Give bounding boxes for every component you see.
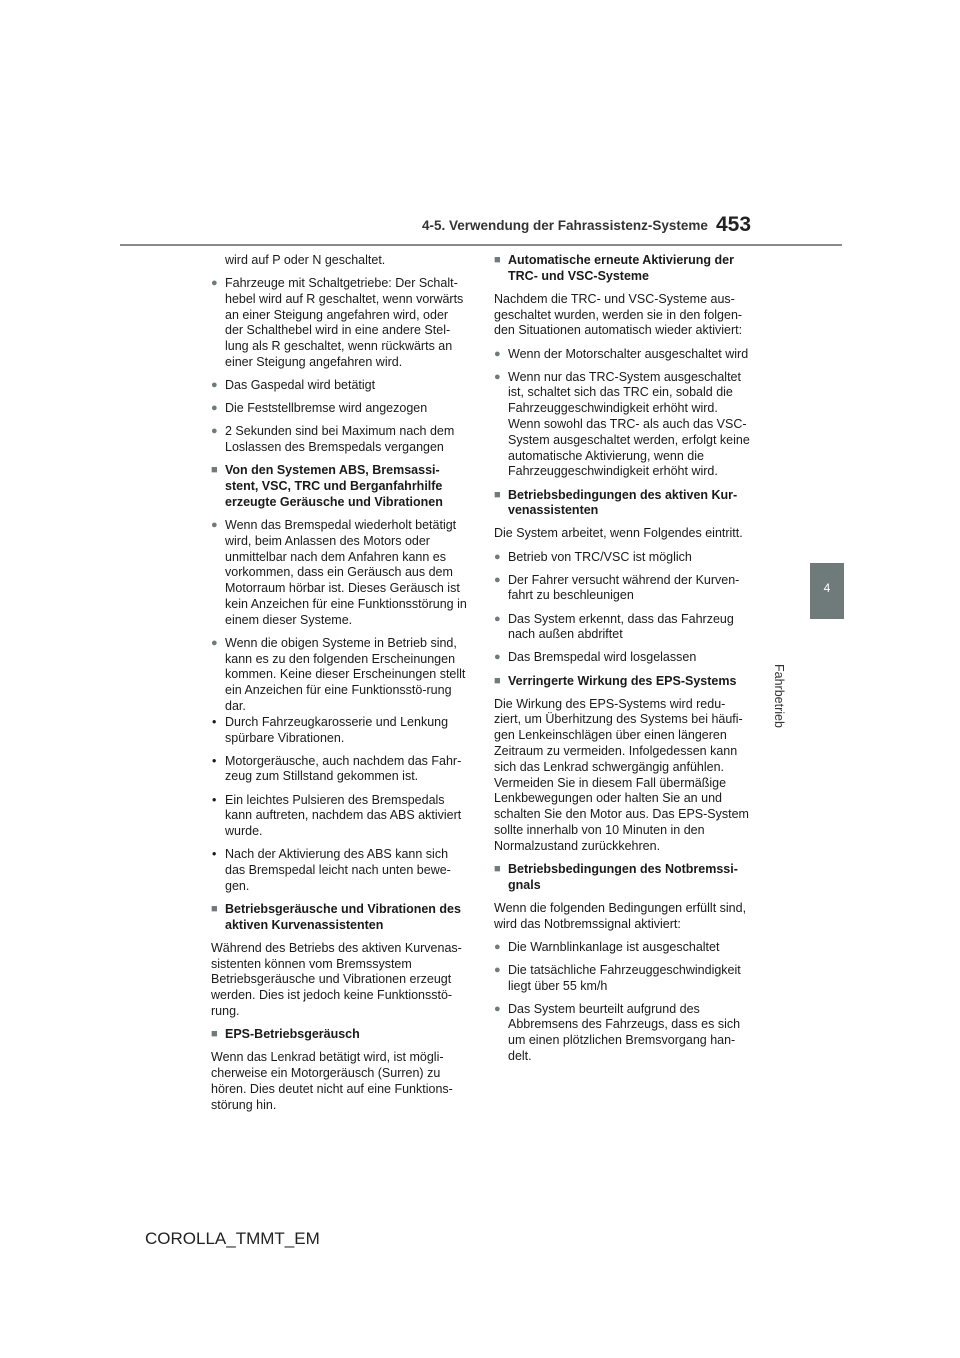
section-heading: ■ Betriebsgeräusche und Vibrationen des aktiven Kurvenassistenten (211, 902, 469, 934)
paragraph: Die Wirkung des EPS-Systems wird redu-ziert, um Überhitzung des Systems bei häufi-gen Lenkeinschlägen über einen längeren Zeitraum zu vermeiden. Infolgedessen kann sich das Lenkrad schwergängig anfühlen. Vermeiden Sie in diesem Fall übermäßige Lenkbewegungen oder halten Sie an und schalten Sie den Motor aus. Das EPS-System sollte innerhalb von 10 Minuten in den Normalzustand zurückkehren. (494, 696, 749, 853)
paragraph: Wenn die folgenden Bedingungen erfüllt sind, wird das Notbremssignal aktiviert: (494, 900, 747, 931)
bullet-item: ● Wenn der Motorschalter ausgeschaltet wird (494, 347, 752, 363)
section-heading: ■ EPS-Betriebsgeräusch (211, 1027, 469, 1043)
section-heading: ■ Betriebsbedingungen des aktiven Kur-venassistenten (494, 488, 752, 520)
bullet-item: ● Das System beurteilt aufgrund des Abbremsens des Fahrzeugs, dass es sich um einen plötzlichen Bremsvorgang han-delt. (494, 1002, 752, 1065)
bullet-item: ● Der Fahrer versucht während der Kurven-fahrt zu beschleunigen (494, 573, 752, 605)
sub-item: • Motorgeräusche, auch nachdem das Fahr-zeug zum Stillstand gekommen ist. (211, 754, 469, 786)
bullet-item: ● Die Warnblinkanlage ist ausgeschaltet (494, 940, 752, 956)
bullet-item: ● Das System erkennt, dass das Fahrzeug nach außen abdriftet (494, 612, 752, 644)
chapter-number: 4 (823, 581, 831, 595)
bullet-item: ● Die Feststellbremse wird angezogen (211, 401, 469, 417)
section-heading: ■ Von den Systemen ABS, Bremsassi-stent, VSC, TRC und Berganfahrhilfe erzeugte Geräusche und Vibrationen (211, 463, 469, 510)
bullet-item: ● 2 Sekunden sind bei Maximum nach dem Loslassen des Bremspedals vergangen (211, 424, 469, 456)
document-id: COROLLA_TMMT_EM (145, 1229, 320, 1248)
bullet-item: ● Das Gaspedal wird betätigt (211, 378, 469, 394)
chapter-label: Fahrbetrieb (772, 664, 786, 728)
section-heading: ■ Automatische erneute Aktivierung der TRC- und VSC-Systeme (494, 253, 752, 285)
bullet-item: ● Wenn die obigen Systeme in Betrieb sind, kann es zu den folgenden Erscheinungen kommen. Keine dieser Erscheinungen stellt ein Anzeichen für eine Funktionsstö-rung dar. (211, 636, 469, 715)
continued-text: wird auf P oder N geschaltet. (225, 253, 386, 267)
paragraph: Die System arbeitet, wenn Folgendes eintritt. (494, 526, 743, 541)
paragraph: Wenn das Lenkrad betätigt wird, ist mögli-cherweise ein Motorgeräusch (Surren) zu hören. Dies deutet nicht auf eine Funktions-störung hin. (211, 1050, 453, 1112)
bullet-item: ● Fahrzeuge mit Schaltgetriebe: Der Schalt-hebel wird auf R geschaltet, wenn vorwärts an einer Steigung angefahren wird, oder der Schalthebel wird in eine andere Stel-lung als R geschaltet, wenn rückwärts an einer Steigung angefahren wird. (211, 276, 469, 371)
bullet-item: ● Die tatsächliche Fahrzeuggeschwindigkeit liegt über 55 km/h (494, 963, 752, 995)
sub-item: • Durch Fahrzeugkarosserie und Lenkung spürbare Vibrationen. (211, 715, 469, 747)
bullet-item: ● Wenn nur das TRC-System ausgeschaltet ist, schaltet sich das TRC ein, sobald die Fahrzeuggeschwindigkeit erhöht wird. Wenn sowohl das TRC- als auch das VSC-System ausgeschaltet werden, erfolgt keine automatische Aktivierung, wenn die Fahrzeuggeschwindigkeit erhöht wird. (494, 370, 752, 481)
right-column (494, 253, 752, 1072)
bullet-item: ● Betrieb von TRC/VSC ist möglich (494, 550, 752, 566)
section-title: 4-5. Verwendung der Fahrassistenz-Systeme (422, 218, 708, 233)
section-heading: ■ Betriebsbedingungen des Notbremssi-gnals (494, 862, 752, 894)
header-divider (120, 244, 842, 246)
page-number: 453 (716, 213, 752, 236)
bullet-item: ● Wenn das Bremspedal wiederholt betätigt wird, beim Anlassen des Motors oder unmittelbar nach dem Anfahren kann es vorkommen, dass ein Geräusch aus dem Motorraum hörbar ist. Dieses Geräusch ist kein Anzeichen für eine Funktionsstörung in einem dieser Systeme. (211, 518, 469, 629)
sub-item: • Ein leichtes Pulsieren des Bremspedals kann auftreten, nachdem das ABS aktiviert wurde. (211, 793, 469, 840)
left-column (211, 253, 469, 1121)
paragraph: Nachdem die TRC- und VSC-Systeme aus-geschaltet wurden, werden sie in den folgen-den Situationen automatisch wieder aktiviert: (494, 291, 743, 338)
bullet-item: ● Das Bremspedal wird losgelassen (494, 650, 752, 666)
section-heading: ■ Verringerte Wirkung des EPS-Systems (494, 674, 752, 690)
paragraph: Während des Betriebs des aktiven Kurvenas-sistenten können vom Bremssystem Betriebsgeräusche und Vibrationen erzeugt werden. Dies ist jedoch keine Funktionsstö-rung. (211, 940, 462, 1019)
sub-item: • Nach der Aktivierung des ABS kann sich das Bremspedal leicht nach unten bewe-gen. (211, 847, 469, 894)
